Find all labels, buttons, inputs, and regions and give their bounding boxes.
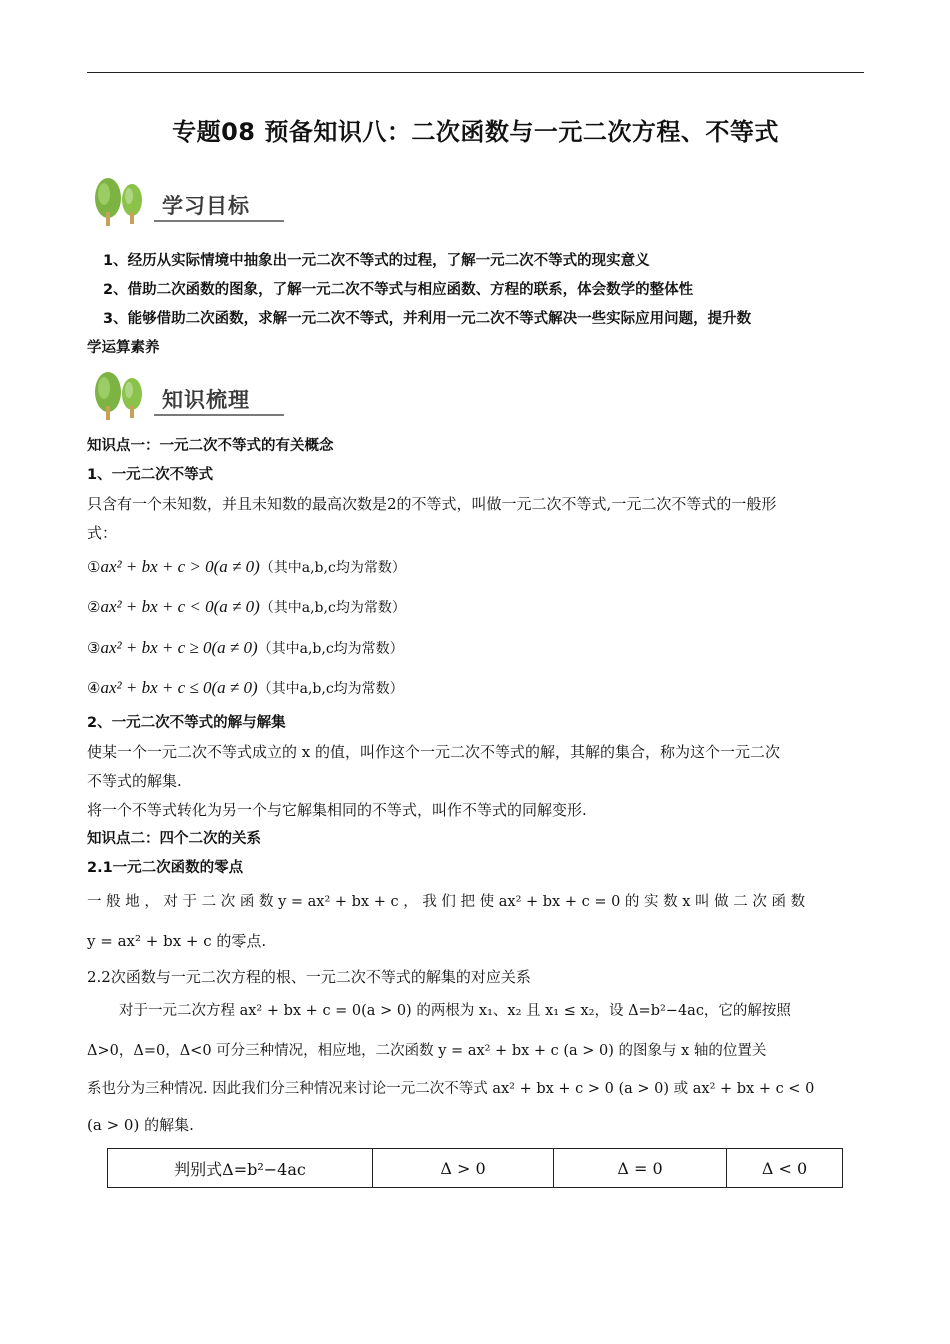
solution-text-line: 将一个不等式转化为另一个与它解集相同的不等式，叫作不等式的同解变形. (87, 801, 587, 819)
form-note: （其中a,b,c均为常数） (257, 681, 404, 697)
relation-text-line: (a > 0) 的解集. (87, 1116, 194, 1134)
solution-text-line: 使某一个一元二次不等式成立的 x 的值，叫作这个一元二次不等式的解，其解的集合，称为这个一元二次 (87, 743, 781, 761)
form-marker: ③ (87, 639, 101, 657)
kp1-definition-line: 式： (87, 524, 118, 542)
form-marker: ② (87, 598, 101, 616)
form-expression: ax² + bx + c > 0(a ≠ 0) (100, 557, 260, 576)
zero-definition-line: 一 般 地 ， 对 于 二 次 函 数 y = ax² + bx + c ， 我 们 把 使 ax² + bx + c = 0 的 实 数 x 叫 做 二 次 函 数 (87, 894, 806, 910)
form-note: （其中a,b,c均为常数） (259, 560, 406, 576)
relation-text-line: 对于一元二次方程 ax² + bx + c = 0(a > 0) 的两根为 x₁、x₂ 且 x₁ ≤ x₂，设 Δ=b²−4ac，它的解按照 (119, 1003, 791, 1019)
relation-text-line: 系也分为三种情况. 因此我们分三种情况来讨论一元二次不等式 ax² + bx + c > 0 (a > 0) 或 ax² + bx + c < 0 (87, 1081, 815, 1097)
table-header-cell: Δ < 0 (727, 1149, 843, 1188)
tree-icon (88, 368, 158, 426)
form-expression: ax² + bx + c ≤ 0(a ≠ 0) (100, 678, 258, 697)
section-label-knowledge: 知识梳理 (162, 388, 250, 412)
section-label-goals: 学习目标 (162, 194, 250, 218)
form-expression: ax² + bx + c < 0(a ≠ 0) (100, 597, 260, 616)
table-header-cell: Δ > 0 (373, 1149, 554, 1188)
banner-underline (154, 414, 284, 416)
kp1-heading: 知识点一：一元二次不等式的有关概念 (87, 438, 334, 454)
form-marker: ① (87, 558, 101, 576)
inequality-form (87, 552, 864, 583)
goal-item: 学运算素养 (87, 340, 160, 356)
kp2-subheading-1: 2.1一元二次函数的零点 (87, 860, 244, 876)
goal-item: 1、经历从实际情境中抽象出一元二次不等式的过程，了解一元二次不等式的现实意义 (103, 253, 650, 269)
kp1-subheading-2: 2、一元二次不等式的解与解集 (87, 715, 286, 731)
solution-text-line: 不等式的解集. (87, 772, 182, 790)
inequality-form (87, 673, 864, 704)
form-marker: ④ (87, 679, 101, 697)
section-banner-goals (88, 174, 288, 232)
tree-icon (88, 174, 158, 232)
table-row (108, 1149, 843, 1188)
form-note: （其中a,b,c均为常数） (259, 600, 406, 616)
goal-item: 2、借助二次函数的图象，了解一元二次不等式与相应函数、方程的联系，体会数学的整体性 (103, 282, 694, 298)
relation-text-line: Δ>0，Δ=0，Δ<0 可分三种情况，相应地，二次函数 y = ax² + bx + c (a > 0) 的图象与 x 轴的位置关 (87, 1043, 767, 1059)
kp2-heading: 知识点二：四个二次的关系 (87, 831, 261, 847)
goal-item: 3、能够借助二次函数，求解一元二次不等式，并利用一元二次不等式解决一些实际应用问题，提升数 (103, 311, 752, 327)
discriminant-table (107, 1148, 843, 1188)
form-note: （其中a,b,c均为常数） (257, 641, 404, 657)
header-rule (87, 72, 864, 73)
section-banner-knowledge (88, 368, 288, 426)
inequality-form (87, 633, 864, 664)
form-expression: ax² + bx + c ≥ 0(a ≠ 0) (100, 638, 258, 657)
kp2-subheading-2: 2.2次函数与一元二次方程的根、一元二次不等式的解集的对应关系 (87, 968, 531, 986)
banner-underline (154, 220, 284, 222)
table-header-cell: 判别式Δ=b²−4ac (108, 1149, 373, 1188)
inequality-form (87, 592, 864, 623)
page-title: 专题08 预备知识八：二次函数与一元二次方程、不等式 (172, 118, 779, 146)
kp1-definition-line: 只含有一个未知数，并且未知数的最高次数是2的不等式，叫做一元二次不等式,一元二次不等式的一般形 (87, 495, 777, 513)
kp1-subheading-1: 1、一元二次不等式 (87, 467, 214, 483)
table-header-cell: Δ = 0 (554, 1149, 727, 1188)
zero-definition-line: y = ax² + bx + c 的零点. (87, 932, 267, 950)
